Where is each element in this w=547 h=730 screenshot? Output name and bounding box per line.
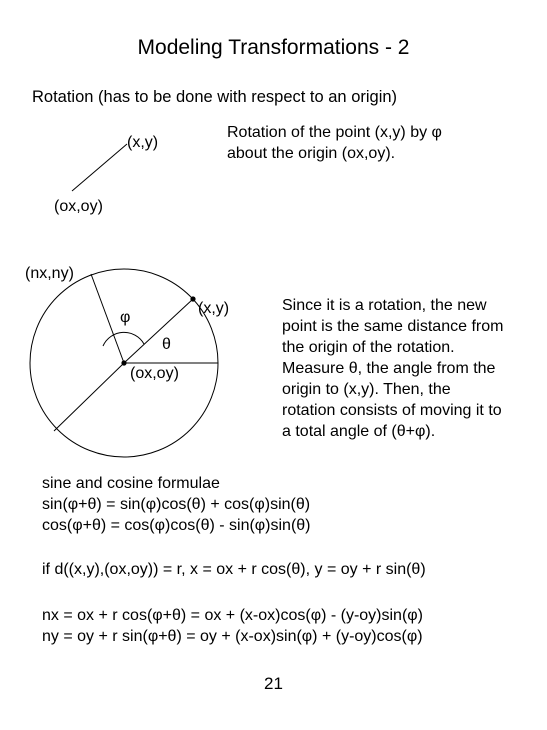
fig2-radius-xy xyxy=(124,299,193,363)
fig2-point-dot xyxy=(190,296,195,301)
cos-sum-formula: cos(φ+θ) = cos(φ)cos(θ) - sin(φ)sin(θ) xyxy=(42,517,311,534)
fig2-origin-label: (ox,oy) xyxy=(130,365,179,382)
explanation-line: Since it is a rotation, the new xyxy=(282,297,487,314)
fig2-origin-dot xyxy=(121,360,126,365)
explanation-line: point is the same distance from xyxy=(282,318,504,335)
fig2-phi-label: φ xyxy=(120,309,131,326)
ny-formula: ny = oy + r sin(φ+θ) = oy + (x-ox)sin(φ) + (y-oy)cos(φ) xyxy=(42,628,423,645)
fig2-new-point-label: (nx,ny) xyxy=(25,265,74,282)
polar-formula: if d((x,y),(ox,oy)) = r, x = ox + r cos(θ), y = oy + r sin(θ) xyxy=(42,561,426,578)
fig1-origin-label: (ox,oy) xyxy=(54,198,103,215)
explanation-line: a total angle of (θ+φ). xyxy=(282,423,436,440)
formulas-heading: sine and cosine formulae xyxy=(42,475,220,492)
fig2-phi-arc xyxy=(103,332,144,346)
explanation-line: rotation consists of moving it to xyxy=(282,402,502,419)
slide-title: Modeling Transformations - 2 xyxy=(137,36,410,59)
fig1-caption-line1: Rotation of the point (x,y) by φ xyxy=(227,124,442,141)
explanation-line: the origin of the rotation. xyxy=(282,339,455,356)
fig2-diameter-line xyxy=(54,363,124,431)
fig1-segment xyxy=(72,144,127,191)
nx-formula: nx = ox + r cos(φ+θ) = ox + (x-ox)cos(φ) - (y-oy)sin(φ) xyxy=(42,607,423,624)
explanation-line: origin to (x,y). Then, the xyxy=(282,381,451,398)
sin-sum-formula: sin(φ+θ) = sin(φ)cos(θ) + cos(φ)sin(θ) xyxy=(42,496,311,513)
explanation-paragraph xyxy=(282,295,503,442)
fig2-point-label: (x,y) xyxy=(198,300,230,317)
slide-subtitle: Rotation (has to be done with respect to an origin) xyxy=(32,88,398,106)
explanation-line: Measure θ, the angle from the xyxy=(282,360,496,377)
fig1-point-label: (x,y) xyxy=(127,134,159,151)
fig2-theta-label: θ xyxy=(162,336,171,353)
fig1-caption-line2: about the origin (ox,oy). xyxy=(227,145,396,162)
page-number: 21 xyxy=(264,674,283,693)
